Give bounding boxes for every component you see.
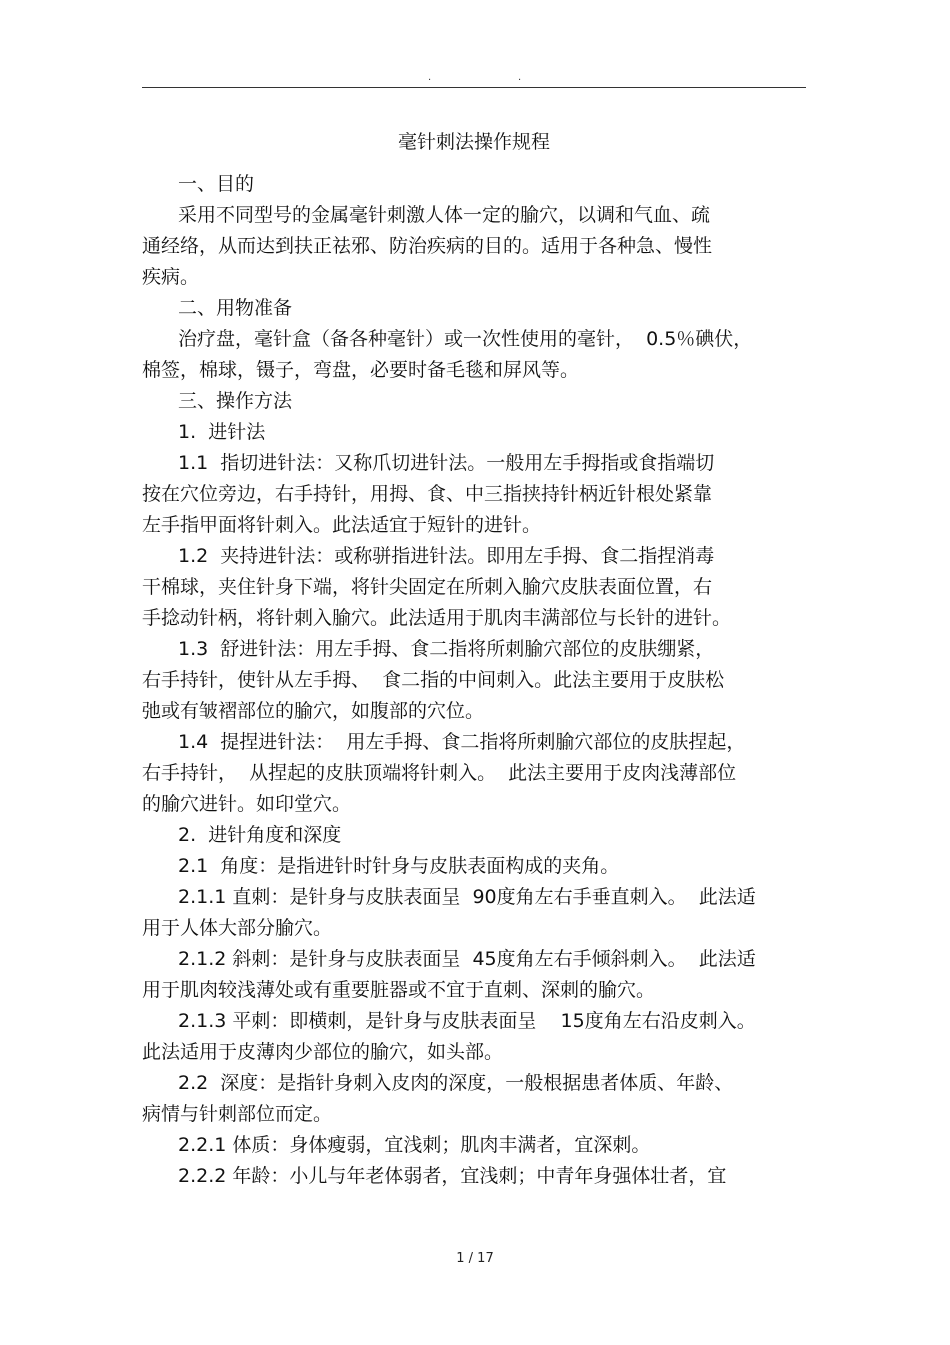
paragraph-line: 2.1.3 平刺：即横刺，是针身与皮肤表面呈 15度角左右沿皮刺入。 (178, 1010, 756, 1032)
header-rule (142, 87, 806, 88)
paragraph-line: 1.4 提捏进针法： 用左手拇、食二指将所刺腧穴部位的皮肤捏起， (178, 731, 746, 753)
header-dots (425, 70, 525, 86)
paragraph-line: 采用不同型号的金属毫针刺激人体一定的腧穴，以调和气血、疏 (178, 204, 711, 226)
paragraph-line: 1.3 舒进针法：用左手拇、食二指将所刺腧穴部位的皮肤绷紧， (178, 638, 715, 660)
paragraph-line: 2.1.2 斜刺：是针身与皮肤表面呈 45度角左右手倾斜刺入。 此法适 (178, 948, 756, 970)
paragraph-line: 棉签，棉球，镊子，弯盘，必要时备毛毯和屏风等。 (142, 359, 580, 381)
paragraph-line: 干棉球，夹住针身下端，将针尖固定在所刺入腧穴皮肤表面位置，右 (142, 576, 713, 598)
paragraph-line: 2.1.1 直刺：是针身与皮肤表面呈 90度角左右手垂直刺入。 此法适 (178, 886, 756, 908)
header-dot-right: . (518, 72, 522, 83)
section-heading-purpose: 一、目的 (178, 173, 255, 195)
paragraph-line: 用于人体大部分腧穴。 (142, 917, 333, 939)
paragraph-line: 按在穴位旁边，右手持针，用拇、食、中三指挟持针柄近针根处紧靠 (142, 483, 713, 505)
paragraph-line: 病情与针刺部位而定。 (142, 1103, 333, 1125)
paragraph-line: 通经络，从而达到扶正祛邪、防治疾病的目的。适用于各种急、慢性 (142, 235, 713, 257)
paragraph-line: 疾病。 (142, 266, 200, 288)
section-heading-supplies: 二、用物准备 (178, 297, 293, 319)
paragraph-line: 2.2 深度：是指针身刺入皮肉的深度，一般根据患者体质、年龄、 (178, 1072, 734, 1094)
paragraph-line: 2.1 角度：是指进针时针身与皮肤表面构成的夹角。 (178, 855, 620, 877)
subsection-heading: 2. 进针角度和深度 (178, 824, 342, 846)
paragraph-line: 弛或有皱褶部位的腧穴，如腹部的穴位。 (142, 700, 485, 722)
header-dot-left: . (428, 72, 432, 83)
paragraph-line: 右手持针， 从捏起的皮肤顶端将针刺入。 此法主要用于皮肉浅薄部位 (142, 762, 737, 784)
document-title: 毫针刺法操作规程 (397, 131, 550, 153)
paragraph-line: 手捻动针柄，将针刺入腧穴。此法适用于肌肉丰满部位与长针的进针。 (142, 607, 732, 629)
subsection-heading: 1. 进针法 (178, 421, 266, 443)
page-number: 1 / 17 (456, 1251, 494, 1266)
paragraph-line: 1.1 指切进针法：又称爪切进针法。一般用左手拇指或食指端切 (178, 452, 715, 474)
paragraph-line: 右手持针，使针从左手拇、 食二指的中间刺入。此法主要用于皮肤松 (142, 669, 725, 691)
paragraph-line: 此法适用于皮薄肉少部位的腧穴，如头部。 (142, 1041, 504, 1063)
paragraph-line: 2.2.1 体质：身体瘦弱，宜浅刺；肌肉丰满者，宜深刺。 (178, 1134, 651, 1156)
paragraph-line: 的腧穴进针。如印堂穴。 (142, 793, 352, 815)
paragraph-line: 用于肌肉较浅薄处或有重要脏器或不宜于直刺、深刺的腧穴。 (142, 979, 656, 1001)
section-heading-method: 三、操作方法 (178, 390, 293, 412)
document-body (142, 169, 806, 1192)
paragraph-line: 1.2 夹持进针法：或称骈指进针法。即用左手拇、食二指捏消毒 (178, 545, 715, 567)
paragraph-line: 左手指甲面将针刺入。此法适宜于短针的进针。 (142, 514, 542, 536)
paragraph-line: 2.2.2 年龄：小儿与年老体弱者，宜浅刺；中青年身强体壮者，宜 (178, 1165, 727, 1187)
paragraph-line: 治疗盘，毫针盒（备各种毫针）或一次性使用的毫针， 0.5％碘伏， (178, 328, 753, 350)
